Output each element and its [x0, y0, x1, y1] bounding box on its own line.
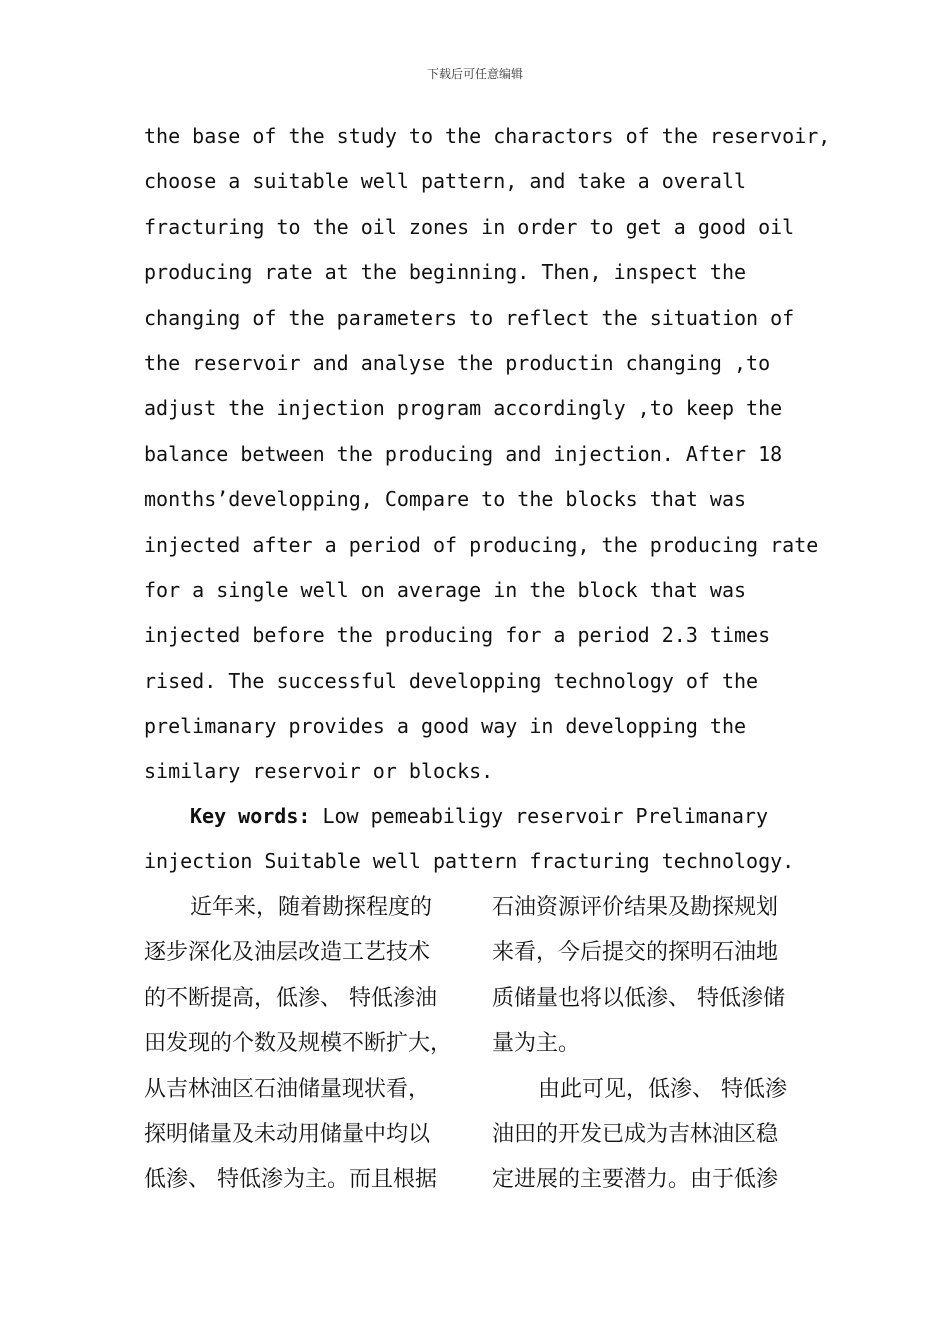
abstract-paragraph — [144, 114, 831, 795]
left-column-line: 田发现的个数及规模不断扩大， — [144, 1031, 453, 1057]
left-column-line: 近年来，随着勘探程度的 — [190, 895, 433, 920]
abstract-line: similary reservoir or blocks. — [144, 759, 494, 784]
keywords-line-2: injection Suitable well pattern fracturing technology. — [144, 849, 795, 874]
abstract-line: injected after a period of producing, the producing rate — [144, 532, 819, 557]
right-column-line: 来看，今后提交的探明石油地 — [492, 940, 779, 966]
abstract-line: adjust the injection program accordingly ,to keep the — [144, 396, 783, 421]
abstract-line: rised. The successful developping technology of the — [144, 668, 759, 693]
abstract-line: choose a suitable well pattern, and take a overall — [144, 169, 747, 194]
right-column-line: 石油资源评价结果及勘探规划 — [492, 895, 779, 920]
keywords-line-1 — [144, 794, 824, 839]
abstract-line: prelimanary provides a good way in developping the — [144, 714, 747, 739]
left-column-line: 低渗、 特低渗为主。而且根据 — [144, 1167, 437, 1193]
abstract-line: producing rate at the beginning. Then, inspect the — [144, 260, 747, 285]
abstract-line: changing of the parameters to reflect the situation of — [144, 305, 795, 330]
keywords-label: Key words: — [190, 804, 311, 828]
page-header: 下载后可任意编辑 — [426, 67, 523, 81]
abstract-line: balance between the producing and injection. After 18 — [144, 441, 783, 466]
abstract-line: injected before the producing for a period 2.3 times — [144, 623, 771, 648]
abstract-line: months’developping, Compare to the blocks that was — [144, 487, 747, 512]
abstract-line: the reservoir and analyse the productin changing ,to — [144, 350, 771, 375]
left-column-line: 从吉林油区石油储量现状看， — [144, 1076, 431, 1102]
right-column-line: 质储量也将以低渗、 特低渗储 — [492, 985, 785, 1011]
left-column-line: 探明储量及未动用储量中均以 — [144, 1121, 431, 1147]
abstract-line: for a single well on average in the block that was — [144, 577, 747, 602]
left-column-line: 逐步深化及油层改造工艺技术 — [144, 940, 431, 966]
abstract-line: the base of the study to the charactors of the reservoir, — [144, 124, 831, 148]
left-column-line: 的不断提高，低渗、 特低渗油 — [144, 985, 437, 1011]
right-column-line: 油田的开发已成为吉林油区稳 — [492, 1121, 779, 1147]
right-column-line: 由此可见，低渗、 特低渗 — [538, 1076, 787, 1102]
abstract-line: fracturing to the oil zones in order to get a good oil — [144, 214, 795, 239]
chinese-right-column — [492, 885, 822, 1203]
keywords-text-1: Low pemeabiligy reservoir Prelimanary — [310, 804, 768, 828]
keywords-block — [144, 794, 824, 885]
right-column-line: 量为主。 — [492, 1031, 581, 1057]
chinese-left-column — [144, 885, 464, 1203]
right-column-line: 定进展的主要潜力。由于低渗 — [492, 1167, 779, 1193]
